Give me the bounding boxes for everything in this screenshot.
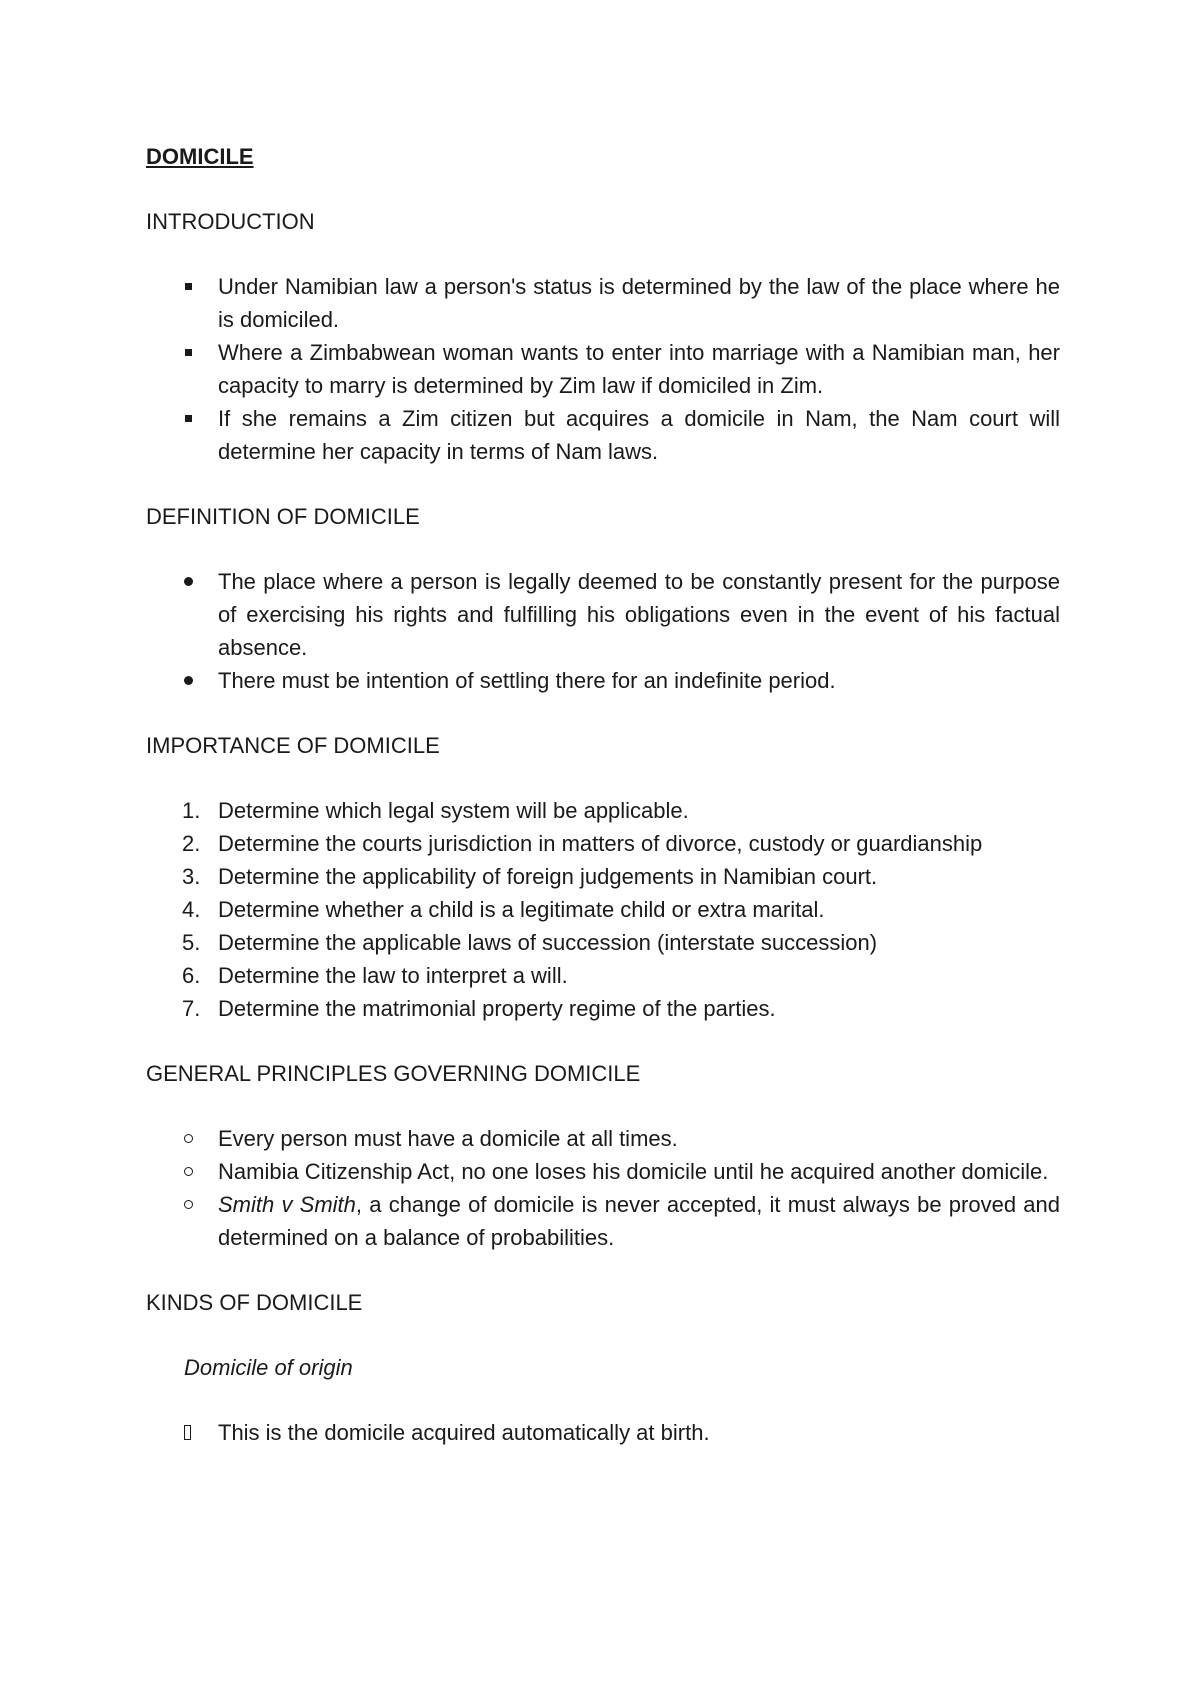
list-number: 7.	[182, 996, 201, 1021]
list-item	[146, 1416, 1060, 1449]
list-item	[146, 794, 1060, 827]
list-item-text: Determine the matrimonial property regime of the parties.	[218, 996, 776, 1021]
list-item	[146, 1155, 1060, 1188]
list-item-text: Determine whether a child is a legitimate child or extra marital.	[218, 897, 825, 922]
document-page	[146, 140, 1060, 1481]
list-item	[146, 1122, 1060, 1155]
list-item	[146, 926, 1060, 959]
list-item	[146, 893, 1060, 926]
square-bullet-icon	[185, 283, 192, 290]
round-bullet-icon	[184, 676, 193, 685]
list-item	[146, 565, 1060, 664]
list-item-text: Determine the courts jurisdiction in matters of divorce, custody or guardianship	[218, 831, 983, 856]
list-number: 6.	[182, 963, 201, 988]
list-item	[146, 992, 1060, 1025]
list-item-text: Namibia Citizenship Act, no one loses his domicile until he acquired another domicile.	[218, 1159, 1049, 1184]
definition-list	[146, 565, 1060, 697]
list-item-text: Determine the applicability of foreign judgements in Namibian court.	[218, 864, 878, 889]
list-item-text: This is the domicile acquired automatically at birth.	[218, 1420, 710, 1445]
list-item-text	[218, 1188, 1060, 1254]
list-item-text: Where a Zimbabwean woman wants to enter into marriage with a Namibian man, her capacity to marry is determined by Zim law if domiciled in Zim.	[218, 340, 1060, 398]
list-number: 4.	[182, 897, 201, 922]
list-number: 5.	[182, 930, 201, 955]
section-heading-principles: GENERAL PRINCIPLES GOVERNING DOMICILE	[146, 1061, 641, 1086]
case-name: Smith v Smith	[218, 1192, 356, 1217]
list-item-text: Under Namibian law a person's status is determined by the law of the place where he is domiciled.	[218, 274, 1060, 332]
document-title: DOMICILE	[146, 144, 254, 169]
list-item-text: Determine the law to interpret a will.	[218, 963, 568, 988]
list-item-text: The place where a person is legally deemed to be constantly present for the purpose of exercising his rights and fulfilling his obligations even in the event of his factual absence.	[218, 569, 1060, 660]
section-heading-importance: IMPORTANCE OF DOMICILE	[146, 733, 440, 758]
list-item	[146, 270, 1060, 336]
list-item-text: If she remains a Zim citizen but acquires a domicile in Nam, the Nam court will determine her capacity in terms of Nam laws.	[218, 406, 1060, 464]
list-item	[146, 827, 1060, 860]
list-number: 3.	[182, 864, 201, 889]
hollow-bullet-icon	[184, 1200, 193, 1209]
case-description: , a change of domicile is never accepted, it must always be proved and determined on a balance of probabilities.	[218, 1192, 1060, 1250]
section-heading-kinds: KINDS OF DOMICILE	[146, 1290, 363, 1315]
list-item-text: Every person must have a domicile at all times.	[218, 1126, 678, 1151]
importance-list	[146, 794, 1060, 1025]
principles-list	[146, 1122, 1060, 1254]
square-bullet-icon	[185, 349, 192, 356]
list-item-text: Determine the applicable laws of succession (interstate succession)	[218, 930, 878, 955]
round-bullet-icon	[184, 577, 193, 586]
hollow-bullet-icon	[184, 1167, 193, 1176]
list-number: 1.	[182, 798, 201, 823]
list-item	[146, 402, 1060, 468]
missing-glyph-bullet-icon	[184, 1425, 191, 1440]
list-item-text: Determine which legal system will be applicable.	[218, 798, 689, 823]
list-item	[146, 860, 1060, 893]
list-item	[146, 664, 1060, 697]
section-heading-introduction: INTRODUCTION	[146, 209, 315, 234]
list-item	[146, 1188, 1060, 1254]
introduction-list	[146, 270, 1060, 468]
section-heading-definition: DEFINITION OF DOMICILE	[146, 504, 420, 529]
hollow-bullet-icon	[184, 1134, 193, 1143]
list-item	[146, 959, 1060, 992]
kinds-list	[146, 1416, 1060, 1449]
list-item	[146, 336, 1060, 402]
subheading-domicile-of-origin: Domicile of origin	[184, 1355, 353, 1380]
list-number: 2.	[182, 831, 201, 856]
square-bullet-icon	[185, 415, 192, 422]
list-item-text: There must be intention of settling there for an indefinite period.	[218, 668, 836, 693]
